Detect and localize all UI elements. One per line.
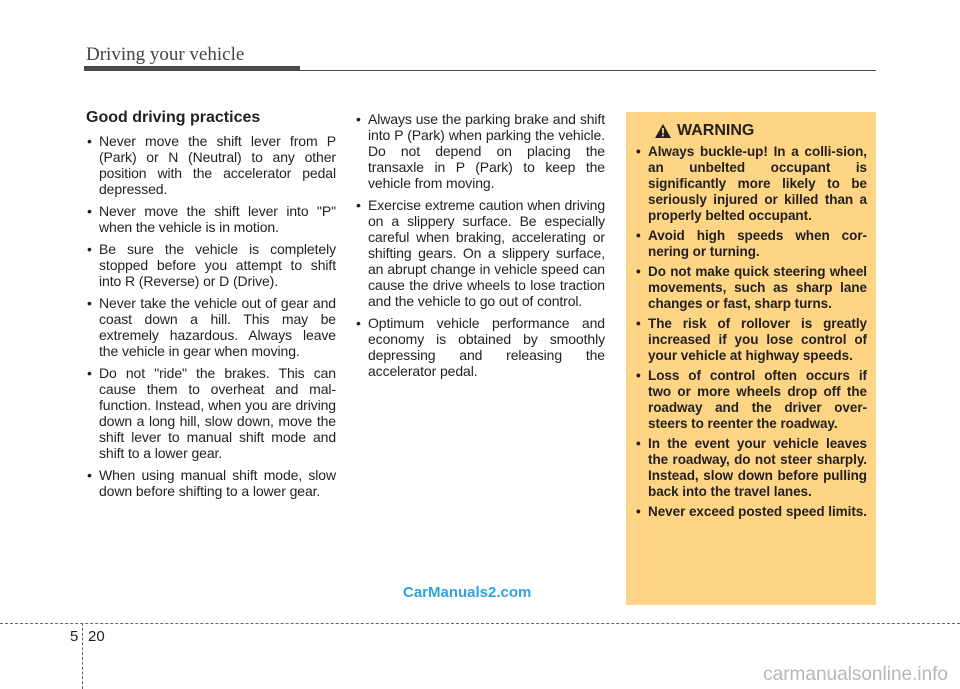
warning-item-text: Do not make quick steering wheel movements, such as sharp lane changes or fast, sharp turns.: [648, 264, 867, 311]
column-middle: [355, 111, 605, 385]
bullet: •: [87, 365, 92, 381]
warning-item-text: Never exceed posted speed limits.: [648, 504, 867, 519]
warning-item: [635, 316, 867, 364]
bullet: •: [87, 295, 92, 311]
warning-item-text: Always buckle-up! In a colli-sion, an unbelted occupant is significantly more likely to be seriously injured or killed than a properly belted occupant.: [648, 144, 867, 223]
bullet: •: [636, 316, 641, 331]
warning-item: [635, 228, 867, 260]
list-item: [86, 467, 336, 499]
list-item-text: Never take the vehicle out of gear and coast down a hill. This may be extremely hazardous. Always leave the vehicle in gear when moving.: [99, 295, 336, 359]
bullet: •: [356, 315, 361, 331]
bullet: •: [87, 467, 92, 483]
warning-item: [635, 368, 867, 432]
list-item: [86, 295, 336, 359]
bullet: •: [636, 228, 641, 243]
list-item-text: When using manual shift mode, slow down before shifting to a lower gear.: [99, 467, 336, 499]
list-item-text: Exercise extreme caution when driving on a slippery surface. Be especially careful when braking, accelerating or shifting gears. On a slippery surface, an abrupt change in vehicle speed can cause the drive wheels to lose traction and the vehicle to go out of control.: [368, 197, 605, 309]
bullet: •: [87, 203, 92, 219]
list-item-text: Be sure the vehicle is completely stopped before you attempt to shift into R (Reverse) or D (Drive).: [99, 241, 336, 289]
warning-item-text: Avoid high speeds when cor-nering or turning.: [648, 228, 867, 259]
list-item: [86, 133, 336, 197]
list-item-text: Never move the shift lever from P (Park) or N (Neutral) to any other position with the accelerator pedal depressed.: [99, 133, 336, 197]
watermark-link[interactable]: CarManuals2.com: [403, 584, 532, 601]
practice-list-left: [86, 133, 336, 499]
list-item: [355, 315, 605, 379]
page-number: 20: [88, 628, 105, 645]
list-item: [86, 203, 336, 235]
warning-item-text: Loss of control often occurs if two or more wheels drop off the roadway and the driver over-steers to reenter the roadway.: [648, 368, 867, 431]
warning-item: [635, 436, 867, 500]
warning-box: [626, 112, 876, 605]
list-item: [86, 365, 336, 461]
list-item-text: Always use the parking brake and shift into P (Park) when parking the vehicle. Do not depend on placing the transaxle in P (Park) to keep the vehicle from moving.: [368, 111, 605, 191]
bullet: •: [356, 197, 361, 213]
warning-item-text: In the event your vehicle leaves the roadway, do not steer sharply. Instead, slow down before pulling back into the travel lanes.: [648, 436, 867, 499]
bullet: •: [87, 133, 92, 149]
practice-list-middle: [355, 111, 605, 379]
column-left: [86, 110, 336, 505]
list-item: [355, 197, 605, 309]
list-item: [355, 111, 605, 191]
bullet: •: [636, 264, 641, 279]
warning-triangle-icon: [655, 124, 671, 138]
chapter-number: 5: [70, 628, 79, 645]
list-item: [86, 241, 336, 289]
bullet: •: [356, 111, 361, 127]
bullet: •: [636, 144, 641, 159]
warning-list: [635, 144, 867, 520]
header-title: Driving your vehicle: [86, 44, 245, 65]
bullet: •: [636, 504, 641, 519]
footer-vertical-divider: [82, 623, 83, 689]
bullet: •: [87, 241, 92, 257]
warning-item: [635, 264, 867, 312]
header-rule-thick: [84, 66, 300, 71]
site-watermark: carmanualsonline.info: [763, 664, 948, 685]
bullet: •: [636, 368, 641, 383]
list-item-text: Optimum vehicle performance and economy is obtained by smoothly depressing and releasing the accelerator pedal.: [368, 315, 605, 379]
warning-item: [635, 144, 867, 224]
bullet: •: [636, 436, 641, 451]
list-item-text: Never move the shift lever into "P" when the vehicle is in motion.: [99, 203, 336, 235]
warning-title: WARNING: [677, 122, 755, 139]
header-rule-thin: [300, 70, 876, 71]
warning-header: [655, 122, 867, 140]
list-item-text: Do not "ride" the brakes. This can cause them to overheat and mal-function. Instead, when you are driving down a long hill, slow down, move the shift lever to manual shift mode and shift to a lower gear.: [99, 365, 336, 461]
footer-divider: [0, 623, 960, 624]
warning-item: [635, 504, 867, 520]
section-heading: Good driving practices: [86, 109, 261, 126]
warning-item-text: The risk of rollover is greatly increased if you lose control of your vehicle at highway speeds.: [648, 316, 867, 363]
